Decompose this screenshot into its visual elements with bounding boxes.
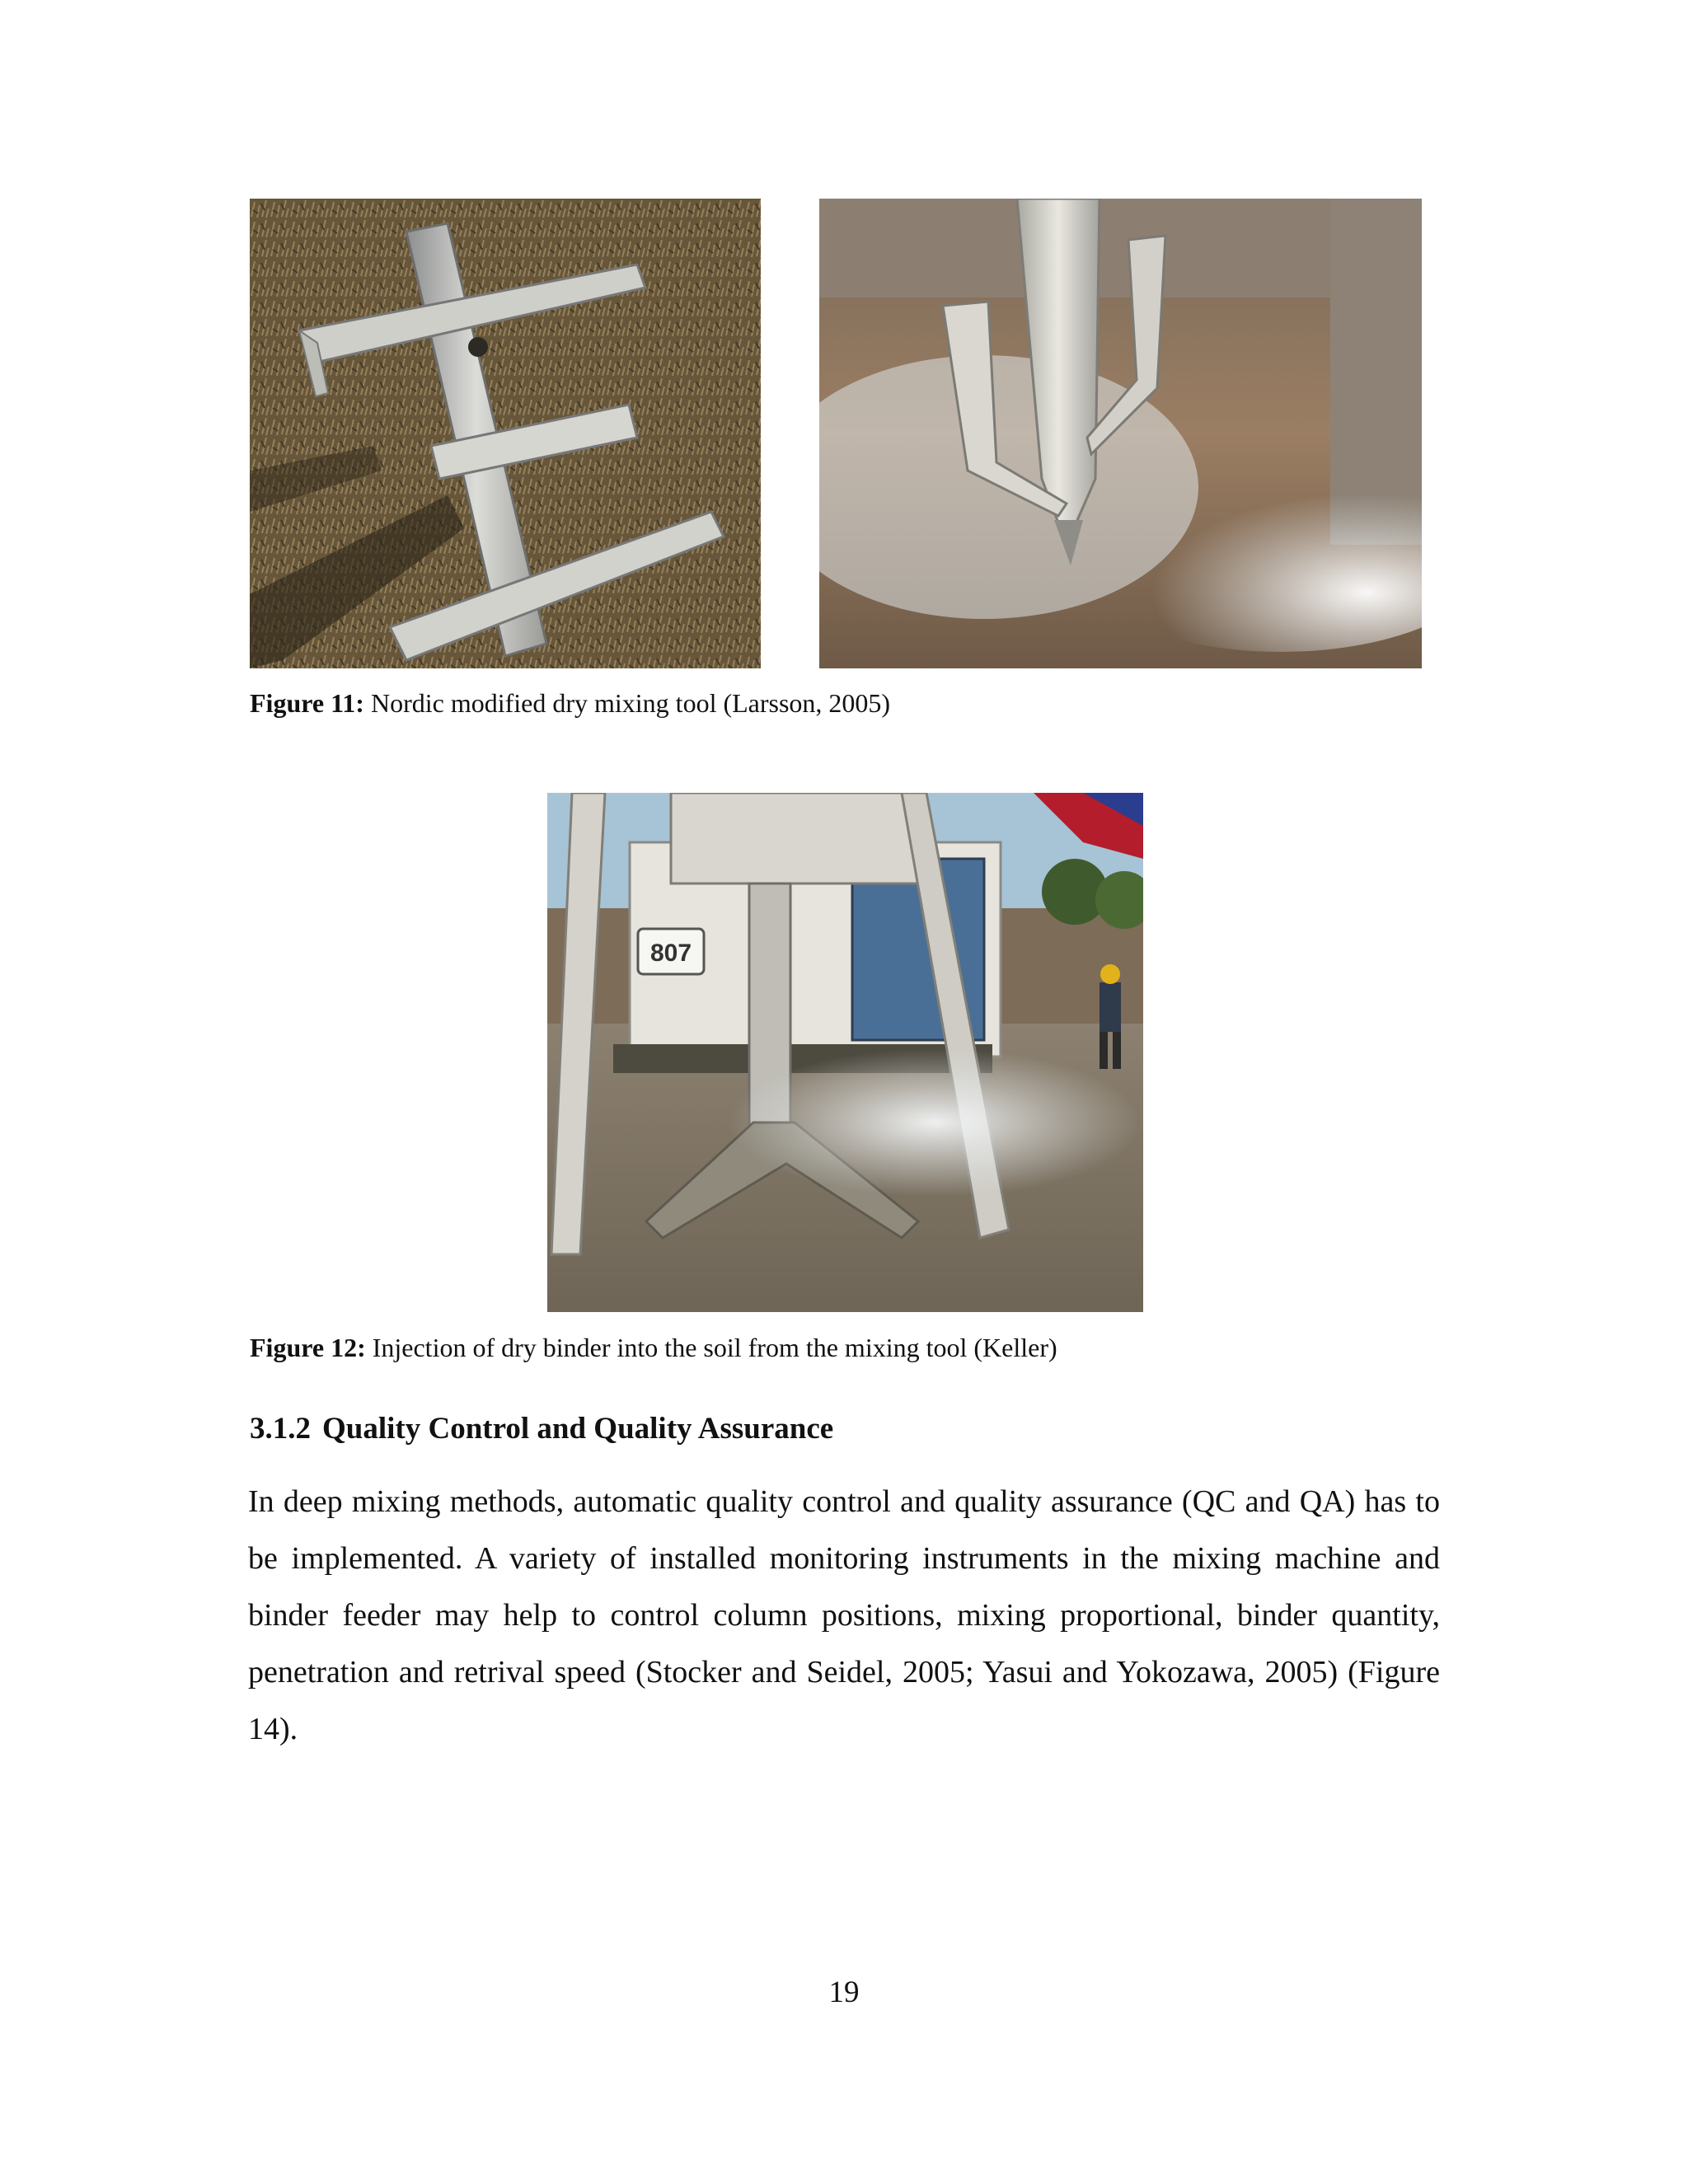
- body-paragraph: In deep mixing methods, automatic quality control and quality assurance (QC and QA) has to be implemented. A variety of installed monitoring instruments in the mixing machine and binder feeder may help to control column positions, mixing proportional, binder quantity, penetration and retrival speed (Stocker and Seidel, 2005; Yasui and Yokozawa, 2005) (Figure 14).: [248, 1484, 1440, 1746]
- figure-11-photo-tool-spraying: [819, 199, 1422, 668]
- machine-number-label: 807: [649, 940, 692, 967]
- figure-11-caption-text: Nordic modified dry mixing tool (Larsson, 2005): [370, 688, 891, 718]
- section-title: Quality Control and Quality Assurance: [322, 1412, 834, 1446]
- figure-12-caption-text: Injection of dry binder into the soil from the mixing tool (Keller): [372, 1333, 1057, 1362]
- figure-12-photo-machine-injection: [547, 793, 1143, 1312]
- page-number: 19: [828, 1975, 860, 2009]
- section-number: 3.1.2: [250, 1412, 311, 1446]
- figure-11-photo-tool-on-grass: [250, 199, 761, 668]
- figure-11-caption: [250, 687, 890, 719]
- figure-12-label: Figure 12:: [250, 1333, 366, 1362]
- figure-11-label: Figure 11:: [250, 688, 364, 718]
- figure-12-caption: [250, 1331, 1057, 1364]
- section-heading: [250, 1409, 833, 1449]
